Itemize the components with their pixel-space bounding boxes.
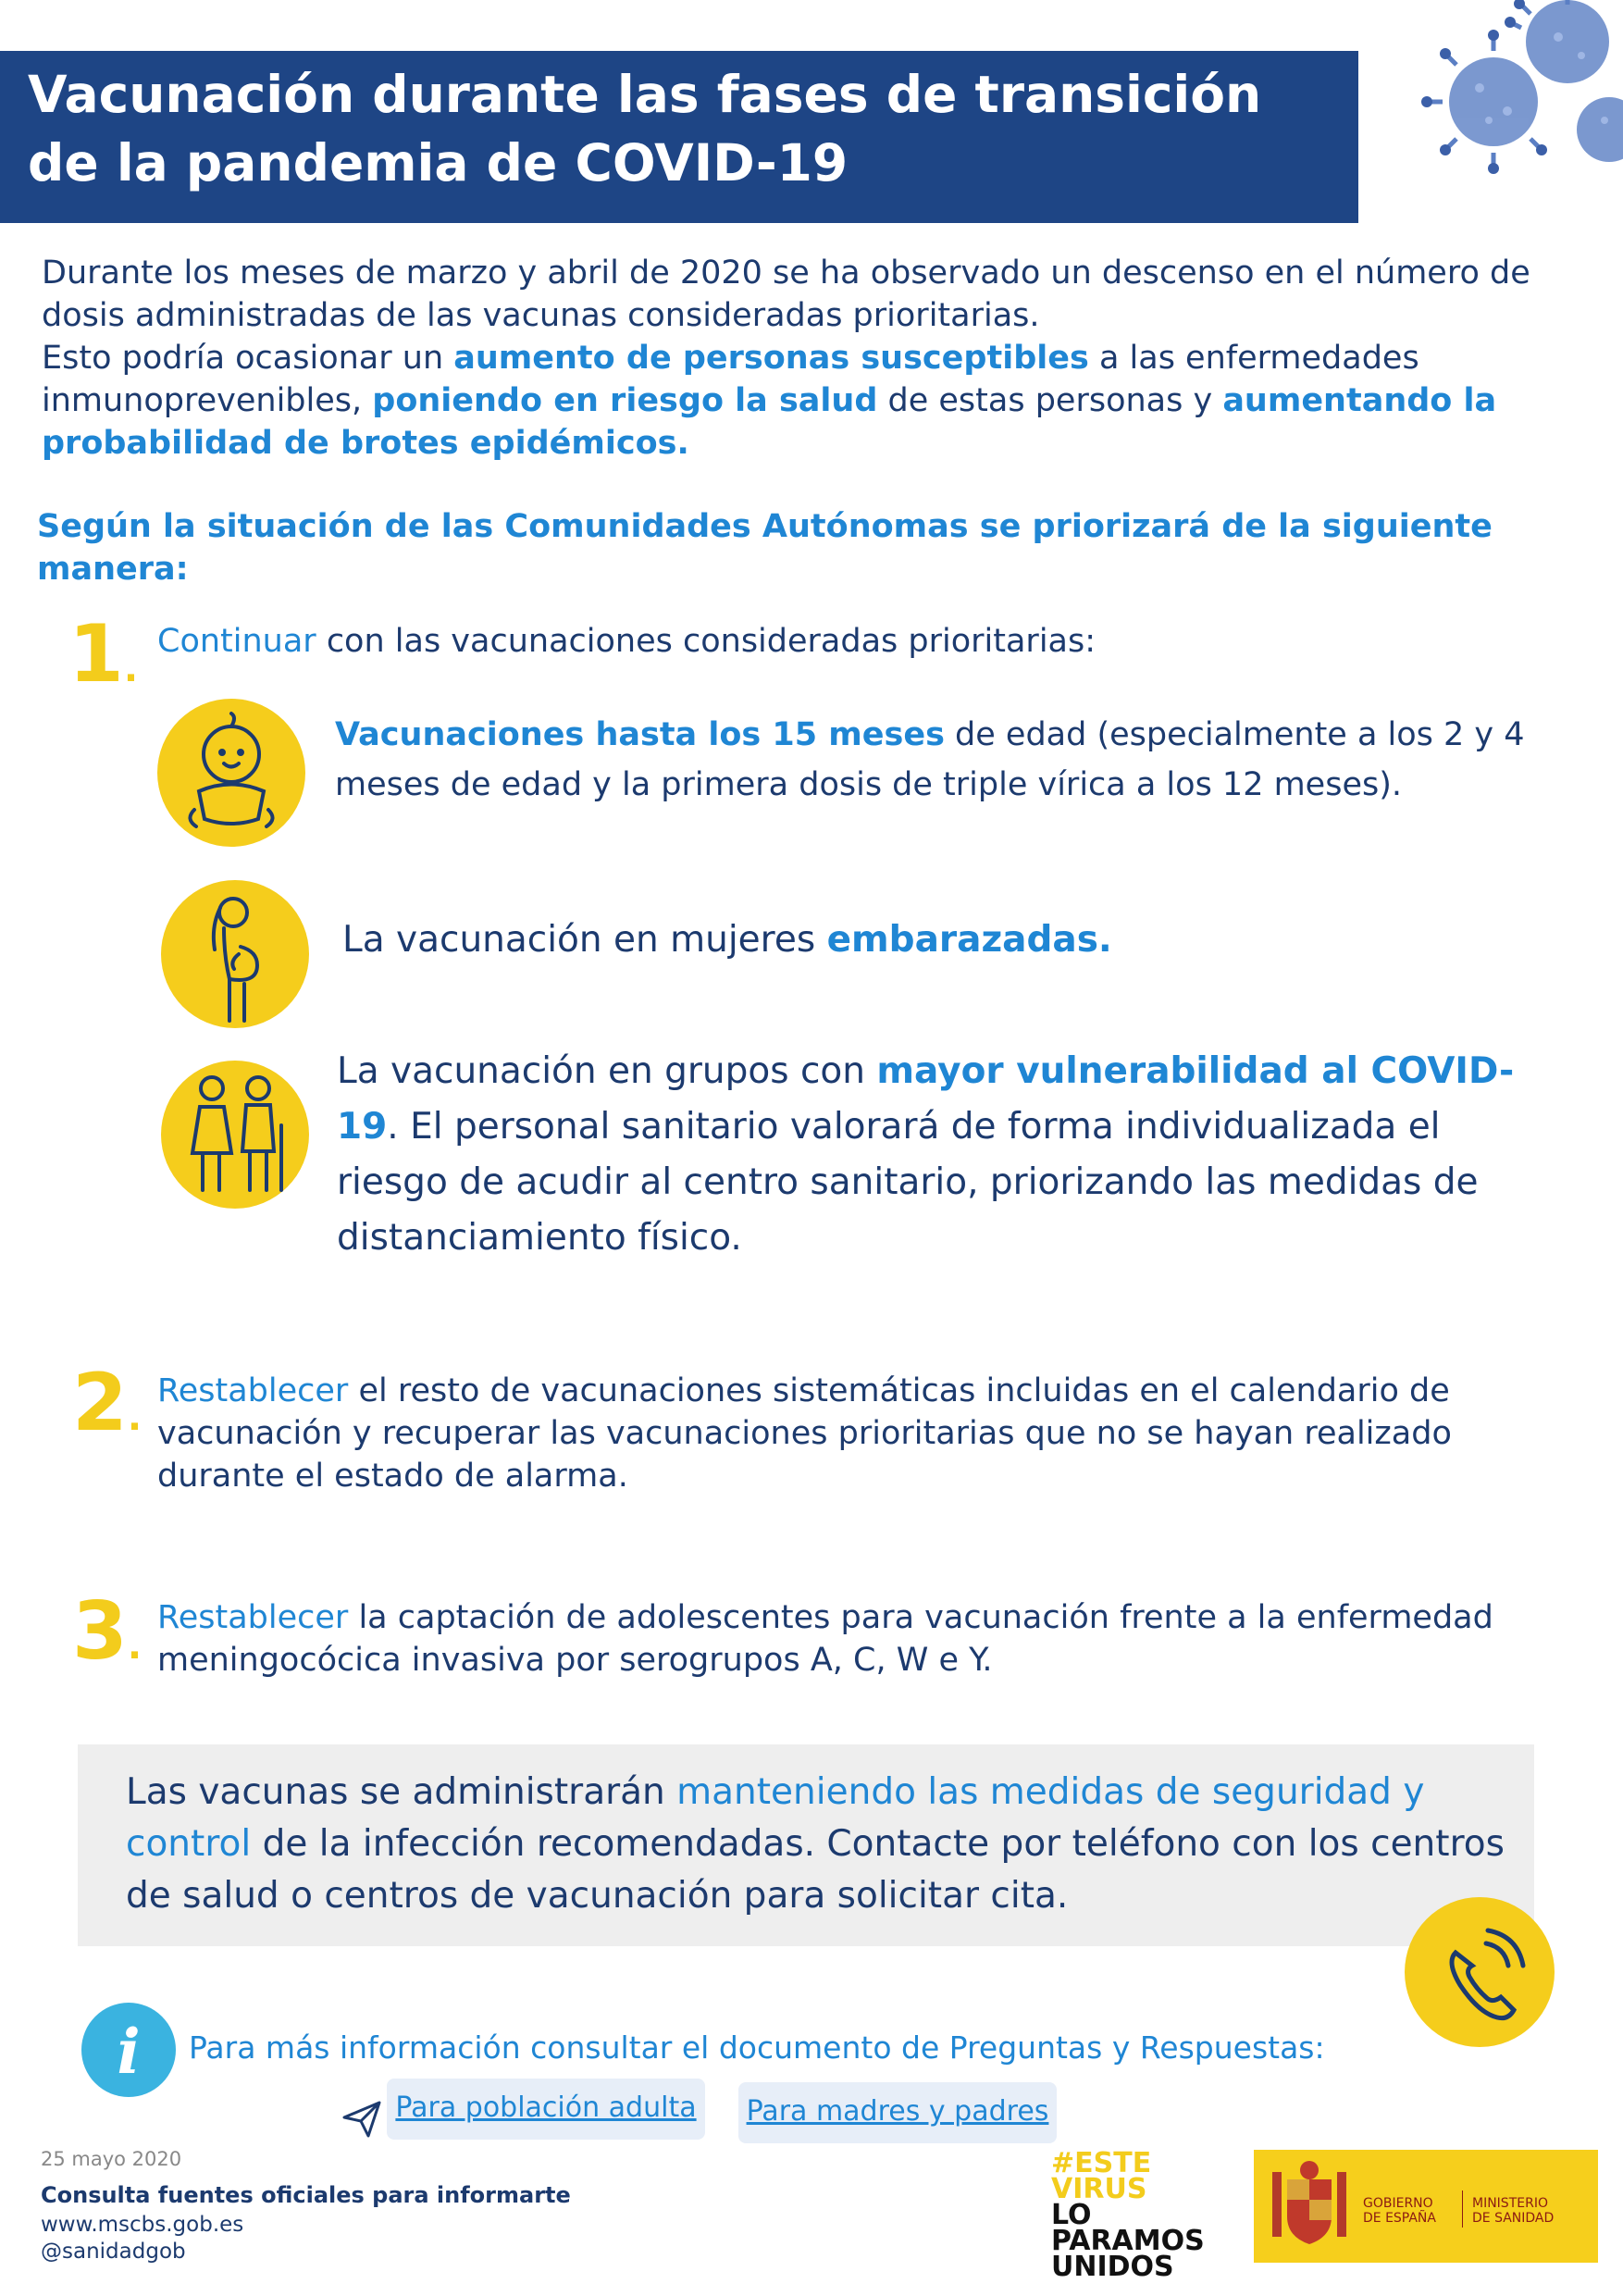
pregnant-description: La vacunación en mujeres — [342, 919, 827, 961]
ministry-label — [1472, 2196, 1554, 2226]
info-box-post: de la infección recomendadas. Contacte por teléfono con los centros de salud o centros de vacunación para solicitar cita. — [126, 1823, 1505, 1917]
step-1-text — [157, 620, 1545, 663]
footer-twitter-link[interactable]: @sanidadgob — [41, 2240, 186, 2264]
vulnerable-description-post: . El personal sanitario valorará de forma individualizada el riesgo de acudir al centro sanitario, priorizando las medidas de distanciamiento físico. — [337, 1106, 1479, 1259]
elderly-couple-icon — [161, 1061, 309, 1209]
step-3-number — [72, 1585, 142, 1686]
link-adult-label[interactable]: Para población adulta — [395, 2091, 697, 2124]
pregnant-woman-icon — [161, 880, 309, 1028]
link-parents-label[interactable]: Para madres y padres — [746, 2095, 1049, 2128]
step-3-text — [157, 1596, 1545, 1682]
coat-of-arms-icon — [1267, 2159, 1352, 2255]
info-box-pre: Las vacunas se administrarán — [126, 1771, 677, 1813]
infants-text — [335, 710, 1556, 810]
intro-text-c: a las enfermedades inmunoprevenibles, — [42, 340, 1419, 419]
step-1-dot: . — [123, 648, 139, 690]
info-box-highlight: manteniendo las medidas de seguridad y control — [126, 1771, 1425, 1865]
step-2-description: el resto de vacunaciones sistemáticas incluidas en el calendario de vacunación y recuperar las vacunaciones prioritarias que no se hayan realizado durante el estado de alarma. — [157, 1372, 1452, 1495]
info-icon — [81, 2003, 176, 2097]
step-1-number — [68, 608, 139, 709]
campaign-hashtag-2: VIRUS — [1051, 2173, 1147, 2205]
priority-heading: Según la situación de las Comunidades Autónomas se priorizará de la siguiente manera: — [37, 508, 1493, 588]
page-title: Vacunación durante las fases de transición de la pandemia de COVID-19 — [28, 65, 1262, 192]
intro-highlight-susceptibles: aumento de personas susceptibles — [453, 340, 1089, 377]
paper-plane-icon — [341, 2097, 383, 2143]
step-2-dot: . — [127, 1396, 142, 1439]
step-2-text — [157, 1370, 1545, 1497]
vulnerable-highlight: mayor vulnerabilidad al COVID-19 — [337, 1050, 1515, 1148]
government-label-2: DE ESPAÑA — [1363, 2211, 1436, 2226]
campaign-line-5: UNIDOS — [1051, 2251, 1174, 2283]
government-divider — [1462, 2191, 1463, 2228]
link-parents[interactable] — [738, 2082, 1057, 2143]
step-2-keyword: Restablecer — [157, 1372, 349, 1409]
step-3-digit: 3 — [72, 1585, 128, 1678]
intro-period: . — [676, 425, 689, 462]
link-adult-population[interactable] — [387, 2079, 705, 2140]
ministry-label-1: MINISTERIO — [1472, 2196, 1548, 2211]
government-logo — [1254, 2150, 1598, 2263]
intro-line-2 — [42, 337, 1596, 465]
campaign-hashtag-1: #ESTE — [1051, 2147, 1152, 2179]
vulnerable-text — [337, 1044, 1521, 1266]
step-1-description: con las vacunaciones consideradas prioritarias: — [316, 623, 1096, 660]
pregnant-text — [342, 919, 1112, 961]
footer-consult: Consulta fuentes oficiales para informarte — [41, 2182, 571, 2208]
intro-text-a: Esto podría ocasionar un — [42, 340, 454, 377]
vulnerable-description-pre: La vacunación en grupos con — [337, 1050, 877, 1092]
intro-text-e: de estas personas y — [877, 382, 1223, 419]
step-2-digit: 2 — [72, 1357, 128, 1449]
footer-date: 25 mayo 2020 — [41, 2148, 182, 2170]
step-1-keyword: Continuar — [157, 623, 316, 660]
intro-highlight-riesgo: poniendo en riesgo la salud — [372, 382, 878, 419]
phone-icon — [1405, 1897, 1555, 2047]
appointment-info-text — [126, 1767, 1516, 1922]
government-label-1: GOBIERNO — [1363, 2196, 1433, 2211]
intro-line-1: Durante los meses de marzo y abril de 2020 se ha observado un descenso en el número de dosis administradas de las vacunas consideradas prioritarias. — [42, 254, 1530, 334]
appointment-info-box — [78, 1744, 1534, 1946]
baby-icon — [157, 699, 305, 847]
ministry-label-2: DE SANIDAD — [1472, 2211, 1555, 2226]
government-label — [1363, 2196, 1436, 2226]
footer-website-link[interactable]: www.mscbs.gob.es — [41, 2213, 244, 2237]
intro-paragraph — [42, 252, 1596, 465]
step-3-dot: . — [127, 1625, 142, 1668]
intro-highlight-brotes: aumentando la probabilidad de brotes epidémicos — [42, 382, 1497, 462]
step-3-keyword: Restablecer — [157, 1599, 349, 1636]
campaign-line-3: LO — [1051, 2199, 1092, 2231]
campaign-line-4: PARAMOS — [1051, 2225, 1205, 2257]
campaign-logo — [1051, 2147, 1255, 2283]
step-3-description: la captación de adolescentes para vacunación frente a la enfermedad meningocócica invasiva por serogrupos A, C, W e Y. — [157, 1599, 1493, 1679]
title-banner — [0, 51, 1358, 223]
infants-description: de edad (especialmente a los 2 y 4 meses de edad y la primera dosis de triple vírica a los 12 meses). — [335, 716, 1525, 803]
virus-decoration-icon — [1410, 0, 1623, 189]
more-info-text: Para más información consultar el documento de Preguntas y Respuestas: — [189, 2029, 1325, 2066]
step-1-digit: 1 — [68, 608, 124, 701]
svg-text:i: i — [117, 2016, 141, 2088]
step-2-number — [72, 1357, 142, 1458]
pregnant-highlight: embarazadas. — [826, 919, 1112, 961]
infants-highlight: Vacunaciones hasta los 15 meses — [335, 716, 945, 753]
